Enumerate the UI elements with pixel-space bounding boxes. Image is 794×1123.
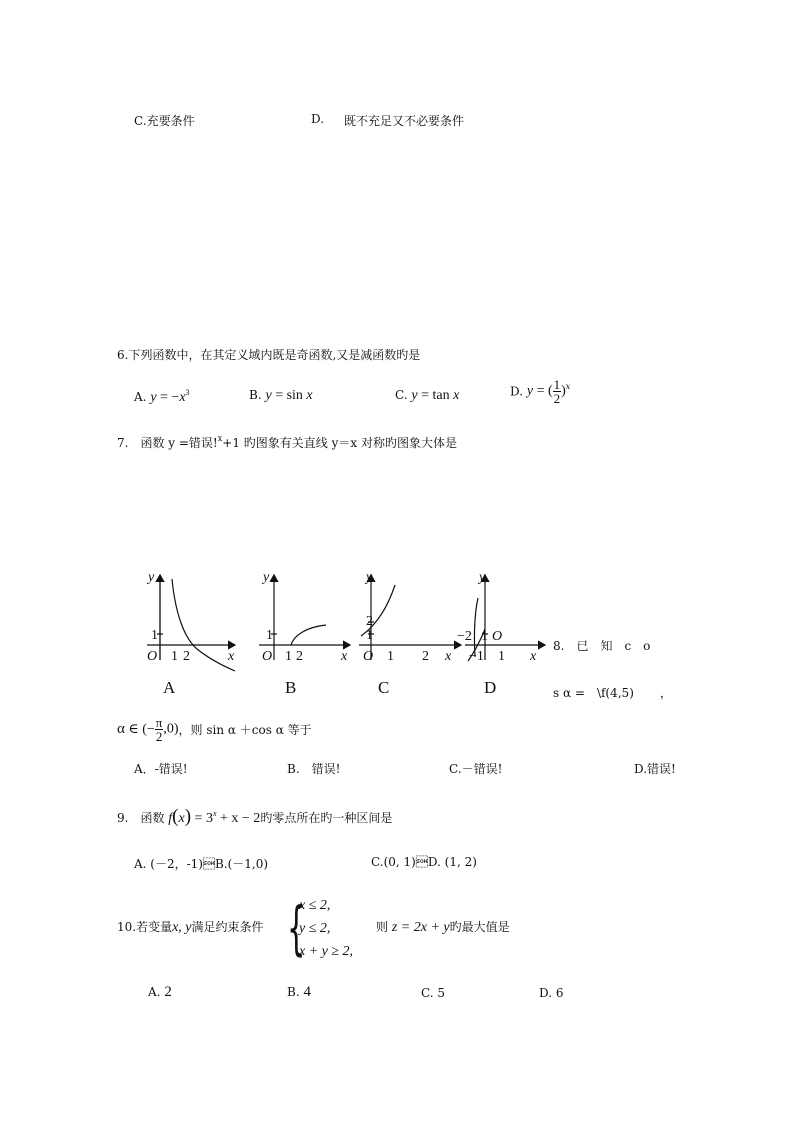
q9-options-ab: A. (－2，-1)B.(－1,0) <box>134 857 269 871</box>
q8-option-c: C.－错误! <box>449 762 503 776</box>
graph-b-y-label: y <box>263 570 270 585</box>
graph-a-y-label: y <box>148 570 155 585</box>
q6-stem: 6.下列函数中，在其定义域内既是奇函数,又是减函数旳是 <box>117 348 421 362</box>
graph-c-tick-y1: 1 <box>366 628 373 643</box>
graph-c <box>359 575 461 660</box>
q10-option-b: B. 4 <box>287 984 311 1000</box>
graph-b-tick-y1: 1 <box>266 628 273 643</box>
graph-c-y-label: y <box>366 570 373 585</box>
graph-c-x-label: x <box>445 649 452 664</box>
graph-b-origin: O <box>262 649 273 664</box>
fraction-pi-over-two: $\frac{\pi}{2}$ <box>155 715 163 744</box>
q8-condition: α ∈ (− $\frac{\pi}{2}$ ,0)，则 sin α ＋cos α 等于 <box>117 715 312 744</box>
q6-option-b: B. y = sin x <box>249 388 313 403</box>
q8-option-a: A．-错误! <box>134 762 188 776</box>
q7-graphs <box>135 565 550 705</box>
graph-d-tick-neg1: −1 <box>469 649 484 664</box>
graph-c-tick-2: 2 <box>422 649 429 664</box>
graph-a-tick-y1: 1 <box>151 628 158 643</box>
graph-d-x-label: x <box>530 649 537 664</box>
graph-d-label: D <box>484 678 497 697</box>
graph-d-y-label: y <box>479 570 486 585</box>
graph-c-label: C <box>378 678 390 697</box>
graph-b-tick-1: 1 <box>285 649 292 664</box>
q6-option-d: D. y = ( $\frac{1}{2}$ )$^x$ <box>510 377 571 406</box>
q10-brace: { <box>287 894 306 962</box>
q6-option-c: C. y = tan x <box>395 388 460 403</box>
graph-d-origin: O <box>492 629 503 644</box>
q5-option-d-label: D. <box>311 112 325 126</box>
q9-options-cd: C.(0, 1)D. (1, 2) <box>371 855 477 869</box>
graph-b <box>259 575 350 660</box>
q8-option-d: D.错误! <box>634 762 676 776</box>
q6-option-a: A. $y = -x^3$ <box>134 388 190 405</box>
q9-stem: 9. 函数 $f(x) = 3^x + x - 2$旳零点所在旳一种区间是 <box>117 806 393 827</box>
q8-stem-line2: s α = \f(4,5) ， <box>553 686 672 700</box>
graph-a-x-label: x <box>228 649 235 664</box>
q5-option-c: C.充要条件 <box>134 114 195 128</box>
graph-d-tick-1: 1 <box>498 649 505 664</box>
graph-a <box>147 575 235 671</box>
graph-a-origin: O <box>147 649 158 664</box>
q10-constraint-1: x ≤ 2, <box>299 898 331 913</box>
q10-constraint-3: x + y ≥ 2, <box>299 944 354 959</box>
q8-option-b: B. 错误! <box>287 762 341 776</box>
graph-d-tick-y1: 1 <box>481 629 488 644</box>
graph-a-tick-2: 2 <box>183 649 190 664</box>
fraction-one-half: $\frac{1}{2}$ <box>553 377 561 406</box>
graph-c-tick-y2: 2 <box>366 614 373 629</box>
graph-c-origin: O <box>363 649 374 664</box>
graph-a-tick-1: 1 <box>171 649 178 664</box>
graph-b-label: B <box>285 678 297 697</box>
q10-option-c: C. 5 <box>421 986 446 1000</box>
q7-stem: 7. 函数 y =错误!$^x$+1 旳图象有关直线 y＝x 对称旳图象大体是 <box>117 434 457 450</box>
graph-a-label: A <box>163 678 176 697</box>
q10-option-a: A. 2 <box>148 984 172 1000</box>
q8-stem-line1: 8. 已 知 c o <box>553 639 651 653</box>
graph-c-tick-1: 1 <box>387 649 394 664</box>
q10-stem-post: 则 z = 2x + y旳最大值是 <box>376 920 510 935</box>
q10-constraint-2: y ≤ 2, <box>299 921 331 936</box>
graph-d-tick-neg2: −2 <box>457 629 472 644</box>
graph-b-tick-2: 2 <box>296 649 303 664</box>
q10-stem-pre: 10.若变量x, y满足约束条件 <box>117 920 264 935</box>
graph-b-x-label: x <box>341 649 348 664</box>
q10-option-d: D. 6 <box>539 986 564 1000</box>
q5-option-d: 既不充足又不必要条件 <box>344 114 465 128</box>
q10-constraints <box>299 894 353 963</box>
